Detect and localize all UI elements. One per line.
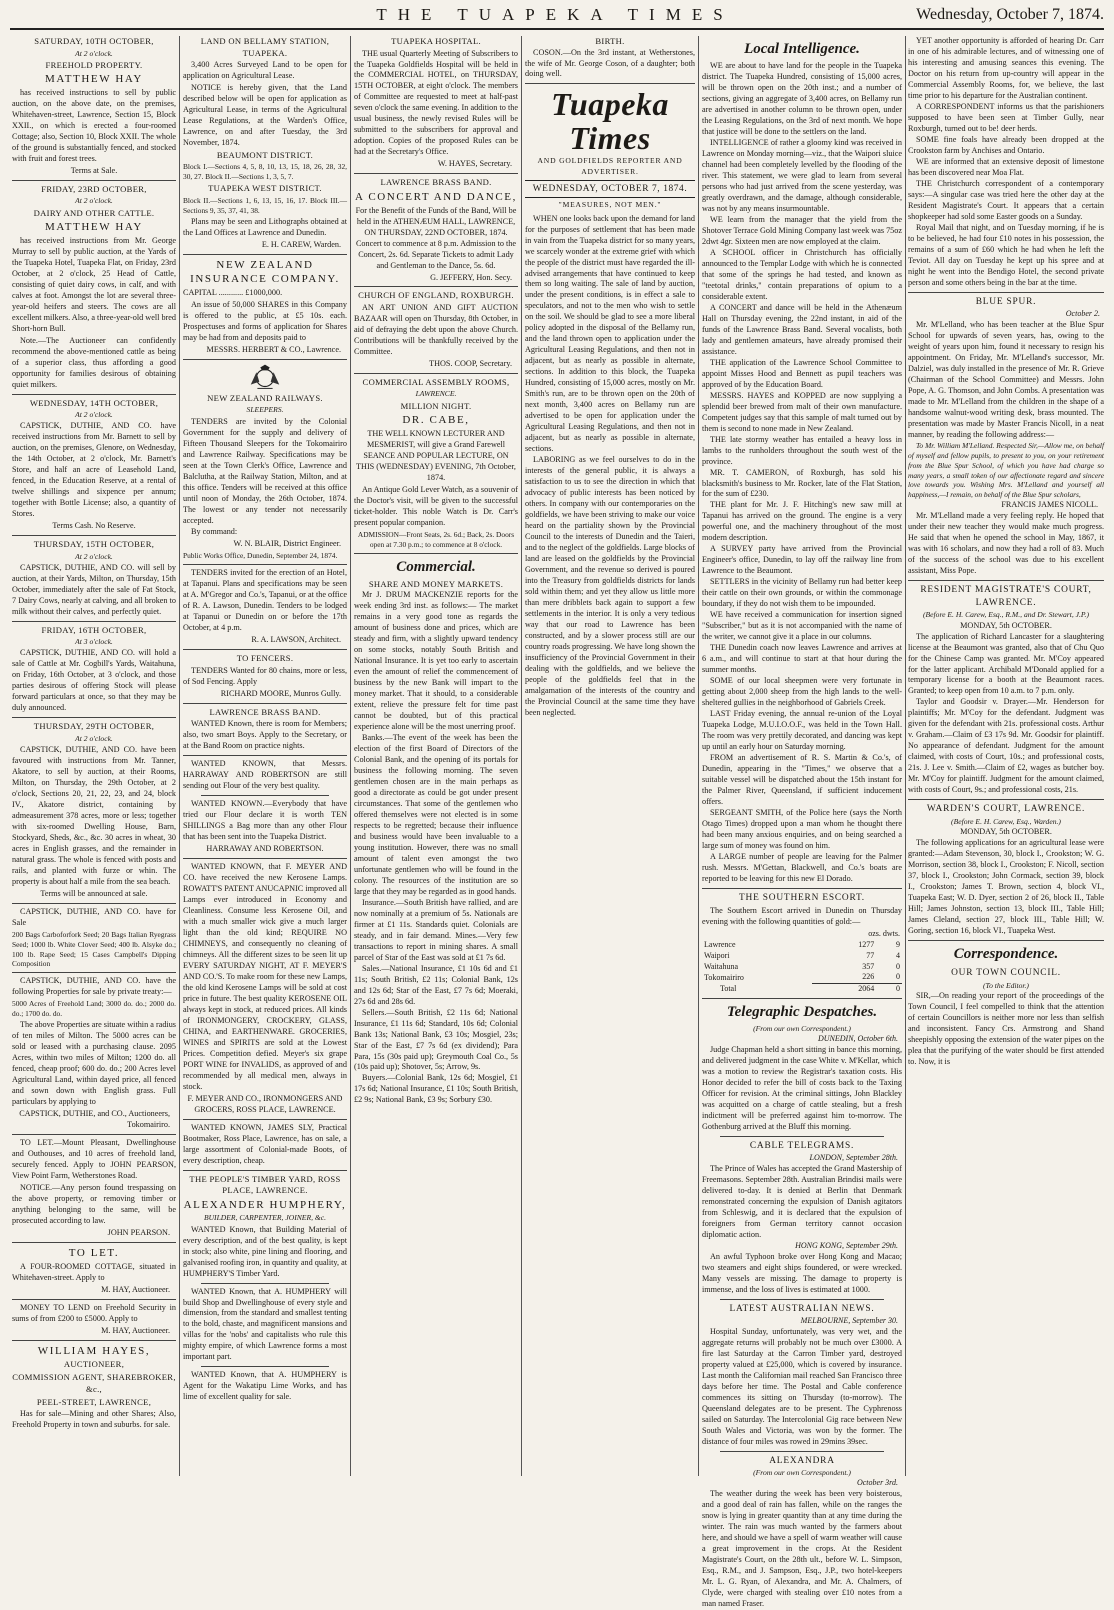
divider [201,795,329,796]
escort-place: Waipori [704,950,730,960]
ad-subtitle: &c., [86,1384,102,1395]
news-item: The weather during the week has been very boisterous, and a good deal of rain has fallen, while on the ranges the snow is lying in greater quantity than at any time during the winter. The rain was much wanted by the farmers about here, and should we have a spell of warm weather will cause a great improvement in the crops. At the Resident Magistrate's Court, on the 28th ult., before W. L. Simpson, Esq., R.M., and J. Sampson, Esq., J.P., two hotel-keepers Mr. L. G. Ryan, of Alexandra, and Mr. A. Chalmers, of Clyde, were charged with stealing over £10 notes from a man named Fraser. [702,1489,902,1608]
ad-signature: E. H. CAREW, Warden. [261,239,341,249]
ad-capstick-properties [12,976,176,1131]
ad-body: 3,400 Acres Surveyed Land to be open for application on Agricultural Lease. [183,60,347,81]
news-item: WE have received a communication for insertion signed "Subscriber," but as it is not accompanied with the name of the writer, we cannot give it a place in our columns. [702,610,902,642]
news-item: A CONCERT and dance will be held in the Athenæum Hall on Thursday evening, the 22nd instant, in aid of the funds of the Lawrence Brass Band. Several vocalists, both lady and gentlemen amateurs, have already promised their assistance. [702,302,902,356]
divider [12,717,176,718]
news-item: WE are about to have land for the people in the Tuapeka district. The Tuapeka Hundred, consisting of 15,000 acres, will be thrown open on the 20th inst.; and a number of sections, giving an aggregate of 3,400 acres, on Bellamy run are advertised in another column to be thrown open, under the Leasing Regulations, on the 3rd of next month. We hope that justice will be done to the settlers on the land. [702,61,902,136]
divider [908,940,1104,941]
column-rule [698,36,699,1476]
ad-title: TO FENCERS. [236,653,294,664]
district-blocks: Block I.—Sections 4, 5, 8, 10, 13, 15, 18, 26, 28, 32, 30, 27. Block II.—Sections 1, 3, 5, 7. [183,162,347,182]
divider [183,858,347,859]
ad-to-let-cottage [12,1246,176,1296]
divider [354,373,518,374]
ad-title: CAPSTICK, DUTHIE, AND CO. have for Sale [12,906,176,927]
ad-capstick-seeds [12,907,176,970]
column-rule [179,36,180,1476]
news-item: A LARGE number of people are leaving for the Palmer rush. Messrs. M'Gettan, Blackwell, and Co.'s boats are reported to be leaving for this new El Dorado. [702,851,902,883]
ad-body: MONEY TO LEND on Freehold Security in sums of from £200 to £5000. Apply to [12,1302,176,1323]
dateline: October 3rd. [856,1478,898,1488]
ad-dairy-cattle [12,184,176,391]
ad-body: TENDERS invited for the erection of an Hotel, at Tapanui. Plans and specifications may be seen at A. M'Gregor and Co.'s, Tapanui, or at the office of R. A. Lawson, Dunedin. Tenders to be lodged at Tapanui or Dunedin on or before the 17th October, at 4 p.m. [183,568,347,633]
divider [702,888,902,889]
ad-note: Note.—The Auctioneer can confidently recommend the above-mentioned cattle as being of a superior class, thus affording a good opportunity for families desirous of obtaining quiet milkers. [12,335,176,389]
article-title: SHARE AND MONEY MARKETS. [368,578,504,589]
ad-title: COMMERCIAL ASSEMBLY ROOMS, [362,376,510,387]
ad-body: CAPSTICK, DUTHIE, AND CO. have received instructions from Mr. Barnett to sell by auction, on the premises, Glenore, on Wednesday, the 14th October, at 2 o'clock, Mr. Barnett's Store, and half an acre of Leasehold Land, fenced, in the Education Reserve, at a rental of twelve shillings and sixpence per annum; together with Bottle License; also, a quantity of Stores. [12,421,176,519]
news-item: THE late stormy weather has entailed a heavy loss in lambs to the runholders throughout the south west of the province. [702,434,902,466]
court-date: MONDAY, 5th OCTOBER. [960,620,1052,630]
leader-article: LABORING as we feel ourselves to do in the interests of the general public, it is always a satisfaction to us to see the direction in which that advocacy of public interests has been noticed by others. In company with our contemporaries on the goldfields, we have been striving to make our voice heard on the partiality shown by the Provincial Council to the interests of Dunedin and the Taieri, and to the neglect of the goldfields. Large blocks of land are leased on the goldfields by the Provincial Government, and the revenue so derived is poured into the Treasury from goldfields districts for lands sold within them; and yet they allow us little more than mere dribblets back again to support a few settlements in the interior. It is only a very tedious way that our road to Lawrence has been constructed, and by a slower process still are our country roads progressing. We have long shown the insufficiency of the Provincial Government in their dealing with the goldfields, and we believe the people of the goldfields feel that in the amalgamation of the interests of the country and the Provincial Council at the same time they have been neglected. [525,455,695,717]
divider [12,535,176,536]
letter-title: OUR TOWN COUNCIL. [951,968,1061,979]
ad-hotel-tenders [183,568,347,646]
ad-fencers [183,653,347,699]
ad-signature: HARRAWAY AND ROBERTSON. [206,844,324,854]
ad-trade: BUILDER, CARPENTER, JOINER, &c. [203,1213,327,1223]
ad-signature: F. MEYER AND CO., IRONMONGERS AND GROCERS, ROSS PLACE, LAWRENCE. [187,1093,343,1114]
ad-time: At 2 o'clock. [75,551,113,561]
column-4 [525,36,695,1476]
news-item: INTELLIGENCE of rather a gloomy kind was received in Lawrence on Monday morning—viz., that the Waipori sluice channel had been completely levelled by the flooding of the river. This statement, we were glad to learn from several persons who had just arrived from the scene yesterday, was greatly overdrawn, and the damage, although considerable, was not by any means insurmountable. [702,137,902,213]
ad-title: FREEHOLD PROPERTY. [45,59,143,70]
capital-value: £1000,000. [245,288,283,298]
escort-total-label: Total [720,983,737,993]
ad-admission: ADMISSION—Front Seats, 2s. 6d.; Back, 2s. Doors open at 7.30 p.m.; to commence at 8 o'clock. [357,529,515,549]
ad-body: WANTED Known, there is room for Members; also, two smart Boys. Apply to the Secretary, or at the Band Room on practice nights. [183,719,347,751]
ad-signature: MESSRS. HERBERT & CO., Lawrence. [206,344,341,354]
column-2 [183,36,347,1476]
news-item: Hospital Sunday, unfortunately, was very wet, and the aggregate returns will probably not be much over £3000. A fire last Saturday at the Carron Timber yard, destroyed property valued at £25,000, which is covered by insurance. Last month the Californian mail reached San Francisco three days before her time. The Postal and Cable conference commences its sitting on Thursday (to-morrow). The Queensland delegates are to be present. The Cyphrenoss sailed on Saturday. The Intercolonial Gig race between New South Wales and Victoria, was won by the former. The distance of four miles was rowed in 29mins 39sec. [702,1326,902,1446]
ad-headline: A CONCERT AND DANCE, [355,190,517,203]
divider [908,580,1104,581]
ad-notice: NOTICE.—Any person found trespassing on the above property, or removing timber or anything belonging to the same, will be prosecuted according to law. [12,1182,176,1225]
paper-date: WEDNESDAY, OCTOBER 7, 1874. [525,180,695,199]
section-local-intelligence: Local Intelligence. [744,41,860,57]
news-item: A SURVEY party have arrived from the Provincial Engineer's office, Dunedin, to lay off the railway line from Lawrence to the Beaumont. [702,544,902,576]
news-item: Mr. M'Lelland, who has been teacher at the Blue Spur School for upwards of seven years, has, owing to the weight of years upon him, found it necessary to resign his appointment. On Friday, Mr. M'Lelland's successor, Mr. Dalziel, was duly installed in the presence of Mr. R. Grieve (Chairman of the School Committee) and Messrs. John Pope, A. G. Thomson, and John Combs. A presentation was made to Mr. M'Lelland from the children in the shape of a handsome walnut-wood writing desk, brass mounted. The presentation was made by Master Francis Nicoll, in a neat manner, by reading the following address:— [908,319,1104,439]
ad-capstick-glenore [12,398,176,533]
divider [183,359,347,360]
leader-article: WHEN one looks back upon the demand for land for the purposes of settlement that has been made in vain from the Tuapeka district for so many years, we scarcely wonder at the extreme grief with which the people of the district must have regarded the ill-advised arrangements that have continued to keep them so long waiting. The sale of land by auction, under the present conditions, is in effect a sale to speculators, and not to the men who wish to settle on the soil. We should be glad to see a more liberal policy adopted in the disposal of the Bellamy run, and the land thrown open to application under the Agricultural Leasing Regulations, and then not in adjacent, but as nearly as possible in alternate, sections. In addition to this block, the Tuapeka Hundred, consisting of 15,000 acres, mostly on Mr. Smith's run, are to be thrown open on the 20th of next month, 3,400 acres on Bellamy run are advertised to be open for application under the Agricultural Leasing Regulations, and then not in adjacent, but as nearly as possible in alternate, sections. [525,213,695,454]
ad-body: An Antique Gold Lever Watch, as a souvenir of the Doctor's visit, will be given to the successful ticket-holder. This noble Watch is Dr. Carr's present popular companion. [354,484,518,527]
escort-title: THE SOUTHERN ESCORT. [739,892,865,903]
ad-body: The above Properties are situate within a radius of ten miles of Milton. The 5000 acres can be sold or leased with a purchasing clause. 2095 Acres, within two miles of Milton; 1200 do. all fenced, cheap proof; 600 do. do.; 200 Acres level Agricultural Land, within dayed price, all fenced and sown down with English grass. Full particulars by applying to [12,1020,176,1107]
news-item: SOME of our local sheepmen were very fortunate in getting about 2,000 sheep from the high lands to the well-sheltered gullies in the neighborhood of Gabriels Creek. [702,676,902,708]
news-item: SETTLERS in the vicinity of Bellamy run had better keep their cattle on their own grounds, or within the commonage boundary, if they do not wish them to be impounded. [702,577,902,609]
divider [183,703,347,704]
ad-dr-cabe [354,377,518,550]
district-heading: BEAUMONT DISTRICT. [216,149,314,160]
ad-body: THE usual Quarterly Meeting of Subscribers to the Tuapeka Goldfields Hospital will be held in the COMMERCIAL HOTEL, on THURSDAY, 15TH OCTOBER, at eight o'clock. The members of Committee are requested to meet at half-past seven o'clock the same evening. In addition to the usual business, the newly revised Rules will be submitted to the subscribers for approval and adoption. Copies of the proposed Rules can be had at the Secretary's Office. [354,48,518,157]
news-item: The Prince of Wales has accepted the Grand Mastership of Freemasons. September 28th. Australian Brindisi mails were delivered to-day. It is denied at Berlin that Denmark remonstrated concerning the expulsion of Danish agitators from Schleswig, and it is declared that the expulsion of foreigners from German territory cannot occasion diplomatic action. [702,1163,902,1239]
dateline: MELBOURNE, September 30. [800,1316,898,1326]
australian-news-title: LATEST AUSTRALIAN NEWS. [729,1303,875,1314]
column-3 [354,36,518,1476]
ad-date: THURSDAY, 29TH OCTOBER, [33,721,155,732]
divider [720,1451,884,1452]
dateline: DUNEDIN, October 6th. [818,1034,898,1044]
capital-line: CAPITAL ............ £1000,000. [183,288,283,298]
ad-items: 200 Bags Carboforfork Seed; 20 Bags Italian Ryegrass Seed; 1000 lb. White Clover Seed; 400 lb. Alsyke do.; 100 lb. Rape Seed; 15 Cases Campbell's Dipping Composition [12,929,176,969]
ad-tuapeka-hospital [354,36,518,170]
table-row [702,940,902,951]
ad-signature: W. HAYES, Secretary. [437,159,512,169]
column-rule [350,36,351,1476]
ad-date: FRIDAY, 23RD OCTOBER, [41,183,147,194]
ad-date: FRIDAY, 16TH OCTOBER, [41,624,147,635]
ad-freehold-property [12,36,176,177]
ad-signature: W. N. BLAIR, District Engineer. [233,539,341,549]
ad-body: WANTED Known, that Building Material of every description, and of the best quality, is kept in stock; also white, pine lining and flooring, and galvanised roofing iron, in quantity and quality, at HUMPHERY'S Timber Yard. [183,1224,347,1278]
ad-nz-railways [183,363,347,561]
divider [354,553,518,554]
divider [201,1283,329,1284]
ad-body: WANTED Known, that A. HUMPHERY will build Shop and Dwellinghouse of every style and dimension, from the standard and smallest tenting to the bold, chaste, and magnificent mansions and villas for the 'nobs' and capitalists who rule this mighty empire, of which Lawrence forms a most important part. [183,1286,347,1362]
ad-title: DAIRY AND OTHER CATTLE. [33,207,155,218]
ad-name: DR. CABE, [402,414,470,427]
divider [12,180,176,181]
ad-subtitle: SLEEPERS. [246,405,284,415]
ad-title: TUAPEKA HOSPITAL. [391,36,481,46]
ad-title: LAWRENCE BRASS BAND. [380,177,492,188]
court-bench: (Before E. H. Carew, Esq., Warden.) [951,816,1061,826]
divider [12,1299,176,1300]
ad-signature: RICHARD MOORE, Munros Gully. [220,688,341,698]
ad-name: WILLIAM HAYES, [37,1344,151,1357]
ad-time: At 2 o'clock. [75,733,113,743]
divider [12,1242,176,1243]
ad-title: CAPSTICK, DUTHIE, AND CO. have the following Properties for sale by private treaty:— [12,976,176,997]
ad-date: THURSDAY, 15TH OCTOBER, [33,539,155,550]
divider [720,1136,884,1137]
news-item: MESSRS. HAYES and KOPPED are now supplying a splendid beer brewed from malt of their own manufacture. Competent judges say that this sample of malt turned out by them is second to none made in New Zealand. [702,390,902,433]
ad-subtitle: COMMISSION AGENT, SHAREBROKER, [12,1371,176,1382]
news-item: LAST Friday evening, the annual re-union of the Loyal Tuapeka Lodge, M.U.I.O.O.F., was held in the Town Hall. The room was very prettily decorated, and dancing was kept up until an early hour on Saturday morning. [702,709,902,752]
divider [354,173,518,174]
ad-nz-insurance [183,258,347,356]
court-date: MONDAY, 5th OCTOBER. [960,827,1052,837]
escort-place: Tokomairiro [704,972,744,982]
court-bench: (Before E. H. Carew, Esq., R.M., and Dr. Stewart, J.P.) [923,610,1089,620]
divider [354,286,518,287]
escort-unit: ozs. dwts. [868,929,900,939]
escort-total-dwt: 0 [876,984,902,995]
divider [183,1170,347,1171]
ad-capstick-akatore [12,721,176,899]
divider [12,972,176,973]
header-date: Wednesday, October 7, 1874. [916,6,1104,23]
news-item: SERGEANT SMITH, of the Police here (says the North Otago Times) dropped upon a man whom he thought there had been many anxious enquiries, and on being searched a large sum of money was found on him. [702,808,902,850]
escort-place: Lawrence [704,940,736,950]
ad-title: CHURCH OF ENGLAND, ROXBURGH. [358,290,514,301]
news-item: WE are informed that an extensive deposit of limestone has been discovered near Moa Flat. [908,156,1104,177]
article-body: Insurance.—South British have rallied, and are now nominally at a premium of 5s. Nationals are firmer at £1 11s. Standards quiet. Colonials are steady, and in fair demand. Mines.—Very few transactions to report in mining shares. A small parcel of Star of the East was sold at £1 7s 6d. [354,897,518,962]
ad-signature: M. HAY, Auctioneer. [101,1325,170,1335]
ad-time: At 3 o'clock. [75,637,113,647]
escort-oz: 1277 [858,940,875,950]
section-telegraphic: Telegraphic Despatches. [726,1003,878,1020]
news-item: Judge Chapman held a short sitting in bance this morning, and delivered judgment in the case White v. M'Kellar, which was a motion to review the Registrar's taxation costs. His Honor decided to refer the bill of costs back to the Taxing Officer for revision. At the criminal sittings, John Blackley was acquitted on a charge of cattle stealing, but a fresh indictment will be preferred against him to-morrow. The Gothenburg arrived at the Bluff this morning. [702,1044,902,1131]
ad-terms: Terms will be announced at sale. [40,888,148,898]
news-item: A SCHOOL officer in Christchurch has officially announced to the Templar Lodge with which he is connected that some of the springs he had tested, and known as "teetotal drinks," contain preparations of opium to a considerable extent. [702,247,902,301]
news-item: Mr. M'Lelland made a very feeling reply. He hoped that under their new teacher they would make much progress. He said that when he opened the school in May, 1867, it was with 16 scholars, and now they had a roll of 83. Much of the success of the school was due to his excellent assistant, Miss Pope. [908,511,1104,576]
divider [12,1340,176,1341]
news-item: MR. T. CAMERON, of Roxburgh, has sold his blacksmith's business to Mr. Rocker, late of the Flat Station, for the sum of £230. [702,467,902,499]
address-signature: FRANCIS JAMES NICOLL. [1001,500,1098,510]
ad-body: WANTED KNOWN.—Everybody that have tried our Flour declare it is worth TEN SHILLINGS a Bag more than any other Flour that has been sent into the Tuapeka District. [183,799,347,842]
news-item: The following applications for an agricultural lease were granted:—Adam Stevenson, 30, block I., Crookston; W. G. Morrison, section 38, block I., Crookston; F. Nicoll, section 37, block I., Crookston; John Cormack, section 39, block I., Crookston; James T. Brown, section 4, block VI., Tuapeka East; W. D. Dyer, section 2 of 26, block II., Table Hill; James Johnston, section 13, block III., Table Hill; James Cleland, section 27, block III., Table Hill; W. Goring, section 16, block VI., Tuapeka West. [908,838,1104,935]
divider [12,1134,176,1135]
dateline: October 2. [1065,309,1100,319]
header-title: THE TUAPEKA TIMES [376,5,734,24]
ad-body: has received instructions from Mr. George Murray to sell by public auction, at the Yards of the Tuapeka Hotel, Tuapeka Flat, on Friday, 23rd October, at 2 o'clock, 25 Head of Cattle, consisting of quiet dairy cows, in calf, and with calves at foot. Amongst the lot are several three-year-old heifers and steers. The cows are all excellent milkers. Also, a three-year-old well bred Short-horn Bull. [12,235,176,333]
ad-meyer-lamps [183,862,347,1116]
ad-body: WANTED KNOWN, that Messrs. HARRAWAY AND ROBERTSON are still sending out Flour of the very best quality. [183,759,347,791]
ad-body: CAPSTICK, DUTHIE, AND CO. have been favoured with instructions from Mr. Tanner, Akatore, to sell by auction, at their Rooms, Milton, on Thursday, the 29th October, at 2 o'clock, Sections 20, 21, 22, 23, and 24, block IV., Akatore district, containing by admeasurement 378 acres, more or less; together with six-roomed Dwelling House, Barn, Stockyard, Sheds, &c., &c. 30 acres in wheat, 30 acres in English grasses, and the remainder in natural grass. The whole is fenced with posts and rails, and planted with furze or whin. The property is about half a mile from the sea beach. [12,744,176,886]
ad-date: WEDNESDAY, 14TH OCTOBER, [29,397,159,408]
column-rule [521,36,522,1476]
ad-james-sly [183,1123,347,1167]
news-item: An awful Typhoon broke over Hong Kong and Macao; two steamers and eight ships foundered, or were wrecked. Many vessels are missing. The damage to property is immense, and the loss of lives is estimated at 1000. [702,1251,902,1294]
ad-to-let-mount-pleasant [12,1138,176,1239]
ad-body: A FOUR-ROOMED COTTAGE, situated in Whitehaven-street. Apply to [12,1261,176,1282]
ad-body: has received instructions to sell by public auction, on the above date, on the premises, Whitehaven-street, Lawrence, Section 15, Block XXII., on which is erected a four-roomed Cottage; also, Section 10, Block XXII. The whole of the ground is substantially fenced, and stocked with fruit and forest trees. [12,87,176,163]
divider [183,649,347,650]
article-body: Buyers.—Colonial Bank, 12s 6d; Mosgiel, £1 17s 6d; National Insurance, £1 10s; South British, £2 9s; National Bank, £3 9s; Sorbury £30. [354,1073,518,1105]
divider [12,621,176,622]
paper-title: Tuapeka Times [551,86,669,157]
ad-body: TENDERS Wanted for 80 chains, more or less, of Sod Fencing. Apply [183,665,347,686]
ad-body: NOTICE is hereby given, that the Land described below will be open for application as Agricultural Lease, in terms of the Agricultural Lease Regulations, at the Warden's Office, Lawrence, on and after Tuesday, the 3rd November, 1874. [183,83,347,147]
news-item: THE plant for Mr. J. F. Hitching's new saw mill at Tapanui has arrived on the ground. The engine is a very powerful one, and the machinery throughout of the most modern description. [702,500,902,543]
ad-william-hayes [12,1344,176,1432]
ad-body: For the Benefit of the Funds of the Band, Will be held in the ATHENÆUM HALL, LAWRENCE, ON THURSDAY, 22ND OCTOBER, 1874. Concert to commence at 8 p.m. Admission to the Concert, 2s. 6d. Separate Tickets to admit Lady and Gentleman to the Dance, 5s. 6d. [355,205,517,270]
article-body: Banks.—The event of the week has been the election of the first Board of Directors of the Colonial Bank, and the opening of its portals for business the following morning. The seven gentlemen chosen are in the main perhaps as good a directorate as could be got under present circumstances. That some of the gentlemen who offered themselves were not elected is in some respects to be regretted; because their influence and business would have been invaluable to a young institution. However, there was no small amount of talent even amongst the two unfortunate gentlemen who will be found in the colony. The resources of the institution are so large that they may be regarded as in good hands. [354,732,518,896]
ad-terms: Terms at Sale. [70,165,118,175]
ad-harraway-flour [183,759,347,855]
auctioneer-name: MATTHEW HAY [45,221,143,234]
column-6 [908,36,1104,1476]
ad-body: THE WELL KNOWN LECTURER AND MESMERIST, will give a Grand Farewell SEANCE AND POPULAR LECTURE, ON THIS (WEDNESDAY) EVENING, 7th October, 1874. [356,428,516,482]
ad-time: At 2 o'clock. [75,196,113,206]
ad-body: CAPSTICK, DUTHIE, AND CO. will hold a sale of Cattle at Mr. Cogbill's Yards, Waitahuna, on Friday, 16th October, at 3 o'clock, and those parties desirous of offering Stock will please forward particulars at once, so that they may be duly announced. [12,648,176,713]
escort-oz: 226 [862,972,875,982]
ad-time: At 2 o'clock. [75,410,113,420]
article-body: Sellers.—South British, £2 11s 6d; National Insurance, £1 11s 6d; Standard, 10s 6d; Colonial Bank 13s; National Bank, £3 10s; Mosgiel, 23s; Star of the East, £7 7s 6d (ex dividend); Para Para, 15s (30s paid up); Greymouth Coal Co., 5s (10s paid up); Shotover, 5s; Arrow, 9s. [354,1007,518,1072]
article-body: Sales.—National Insurance, £1 10s 6d and £1 11s; South British, £2 11s; Colonial Bank, 12s and 12s 6d; Star of the East, £7 7s 6d; Moeraki, 27s 6d and 28s 6d. [354,963,518,1006]
news-item: WE learn from the manager that the yield from the Shotover Terrace Gold Mining Company last week was 75oz 2dwt 4gr. Sixteen men are now employed at the claim. [702,214,902,246]
news-item: YET another opportunity is afforded of hearing Dr. Carr in one of his admirable lectures, and of witnessing one of his interesting and amusing seances this evening. The Doctor on his return from up-country will appear in the Commercial Assembly Rooms, for, we believe, the last time prior to his departure for the Australian continent. [908,36,1104,100]
ad-headline: MILLION NIGHT. [400,400,472,411]
ad-title: NEW ZEALAND RAILWAYS. [207,392,323,403]
ad-office: Public Works Office, Dunedin, September 24, 1874. [183,551,338,561]
ad-body: TENDERS are invited by the Colonial Government for the supply and delivery of Fifteen Thousand Sleepers for the Tokomairiro and Lawrence Railway. Specifications may be seen at the Town Clerk's Office, Lawrence and Balclutha, at the Railway Station, Milton, and at this office. Tenders will be received at this office until noon of Monday, the 26th October, 1874. The lowest or any tender not necessarily accepted. [183,416,347,525]
blue-spur-title: BLUE SPUR. [975,296,1037,307]
ad-subtitle: LAWRENCE. [415,389,457,399]
divider [908,799,1104,800]
divider [720,1299,884,1300]
ad-subtitle: AUCTIONEER, [63,1359,125,1370]
ad-humphery [183,1174,347,1404]
paper-subtitle: AND GOLDFIELDS REPORTER AND ADVERTISER. [537,156,683,176]
address-text: To Mr. William M'Lelland. Respected Sir,—Allow me, on behalf of myself and fellow pupils, to present to you, on your retirement from the Blue Spur School, of which you have had charge so many years, a small token of our affectionate regard and sincere love towards you. Wishing Mrs. M'Lelland and yourself all happiness,—I remain, on behalf of the Blue Spur scholars, [908,440,1104,500]
ad-body: WANTED Known, that A. HUMPHERY is Agent for the Wakatipu Lime Works, and has lime of excellent quality for sale. [183,1370,347,1402]
news-item: SOME fine foals have already been dropped at the Crookston farm by Anchises and Ontario. [908,134,1104,155]
divider [12,903,176,904]
birth-title: BIRTH. [595,36,625,46]
news-item: THE Dunedin coach now leaves Lawrence and arrives at 6 a.m., and will continue to start at that hour during the summer months. [702,643,902,675]
ad-body: TO LET.—Mount Pleasant, Dwellinghouse and Outhouses, and 10 acres of freehold land, securely fenced. Apply to JOHN PEARSON, View Point Farm, Wetherstones Road. [12,1138,176,1180]
divider [12,394,176,395]
divider [525,83,695,84]
table-row [702,972,902,983]
ad-time: At 2 o'clock. [75,48,113,58]
ad-body: Has for sale—Mining and other Shares; Also, Freehold Property in town and suburbs. for sale. [12,1409,176,1430]
ad-body: WANTED KNOWN, that F. MEYER AND CO. have received the new Kerosene Lamps. ROWATT'S PATENT ANUCAPNIC improved all Lamps ever introduced in Economy and Cleanliness. Consume less Kerosene Oil, and with a much smaller wick give a much larger light than the old kind; REQUIRE NO CHIMNEYS, and consequently no cleaning of chimneys. All the different sizes to be seen lit up EVERY SATURDAY NIGHT, AT F. MEYER'S AND CO.'S. To make room for these new Lamps, the old kind Kerosene Lamps will be sold at cost price in future. The best quality KEROSENE OIL always kept in stock, at reduced prices. All kinds of IRONMONGERY, CROCKERY, GLASS, CHINA, and EARTHENWARE. GROCERIES, WINES and SPIRITS are sold at the Lowest Prices. Competition defied. Meyer's six grape PORT WINE for INVALIDS, as approved of and recommended by all medical men, always in stock. [183,862,347,1091]
escort-table [702,929,902,994]
divider [201,1366,329,1367]
divider [908,292,1104,293]
correspondent-note: (From our own Correspondent.) [753,1023,851,1033]
district-heading: TUAPEKA WEST DISTRICT. [208,183,322,194]
wardens-court-title: WARDEN'S COURT, LAWRENCE. [926,804,1086,815]
ad-date: SATURDAY, 10TH OCTOBER, [34,36,154,46]
table-row [702,962,902,973]
birth-notice: COSON.—On the 3rd instant, at Wetherstones, the wife of Mr. George Coson, of a daughter; both doing well. [525,47,695,79]
ad-signature: THOS. COOP, Secretary. [429,358,512,368]
ad-capstick-waitahuna [12,625,176,715]
ad-terms: Terms Cash. No Reserve. [52,521,136,531]
article-body: Mr J. DRUM MACKENZIE reports for the week ending 3rd inst. as follows:— The market remains in a very good tone as regards the amount of business done and prices, which are steady and firm, with a slightly upward tendency on some stocks, notably South British and National Insurance. It is yet too early to ascertain even the amount of relief the commencement of business by the new Bank will impart to the money market. That it should, to a considerable extent, relieve the pressure felt for time past cannot be doubted, but of this practical experience alone will be the most unerring proof. [354,590,518,731]
ad-body: CAPSTICK, DUTHIE, AND CO. will sell by auction, at their Yards, Milton, on Thursday, 15th October, immediately after the sale of Fat Stock, 7 Dairy Cows, nearly at calving, and all broken to milk without their calves, and perfectly quiet. [12,562,176,616]
divider [183,564,347,565]
escort-total-row [702,984,902,995]
ad-title: LAND ON BELLAMY STATION, TUAPEKA. [200,36,330,58]
ad-signature: G. JEFFERY, Hon. Secy. [430,272,512,282]
section-correspondence: Correspondence. [953,945,1059,962]
escort-intro: The Southern Escort arrived in Dunedin on Thursday evening with the following quantities of gold:— [702,905,902,926]
ad-name: ALEXANDER HUMPHERY, [183,1198,347,1211]
ad-money-to-lend [12,1303,176,1337]
ad-brass-band-members [183,707,347,752]
ad-signature: JOHN PEARSON. [107,1227,170,1237]
ad-body: AN ART UNION AND GIFT AUCTION BAZAAR will open on Thursday, 8th October, in aid of defraying the debt upon the above Church. Contributions will be thankfully received by the Committee. [354,303,518,356]
dateline: LONDON, September 28th. [809,1153,898,1163]
news-item: THE application of the Lawrence School Committee to appoint Misses Hood and Bennett as pupil teachers was approved of by the Education Board. [702,357,902,389]
divider [183,254,347,255]
ad-signature: M. HAY, Auctioneer. [101,1284,170,1294]
ad-body: WANTED KNOWN, JAMES SLY, Practical Bootmaker, Ross Place, Lawrence, has on sale, a large assortment of Colonial-made Boots, of every description, cheap. [183,1122,347,1165]
rm-court-title: RESIDENT MAGISTRATE'S COURT, LAWRENCE. [920,585,1092,608]
auctioneer-name: MATTHEW HAY [45,73,143,86]
ad-bellamy-land [183,36,347,251]
news-item: Royal Mail that night, and on Tuesday morning, if he is to be believed, he had four £10 notes in his possession, the remains of a sum of £60 which he had when he left the Teviot. All day on Tuesday he kept up his spree and at night he went into the Bendigo Hotel, the second private person and some others being in the bar at the time. [908,222,1104,287]
ad-title: NEW ZEALAND INSURANCE COMPANY. [190,258,340,286]
escort-oz: 357 [862,961,875,971]
news-item: THE Christchurch correspondent of a contemporary says:—A singular case was tried here the other day at the Resident Magistrate's Court. It appears that a certain shopkeeper had sold some Easter goods on a Sunday. [908,178,1104,221]
news-item: FROM an advertisement of R. S. Martin & Co.'s, of Dunedin, appearing in the "Times," we observe that a suitable vessel will be dispatched about the 15th instant for the Palmer River, Queensland, if sufficient inducement offers. [702,753,902,807]
section-commercial: Commercial. [396,558,476,575]
ad-band-concert [354,177,518,283]
column-rule [905,36,906,1476]
capital-label: CAPITAL [183,288,217,298]
ad-body: An issue of 50,000 SHARES in this Company is offered to the public, at £5 10s. each. Prospectuses and forms of application for Shares may be had from and deposits paid to [183,300,347,342]
escort-unit-row [702,929,902,940]
royal-crest-icon [246,363,284,391]
escort-dwt: 0 [896,961,900,971]
ad-capstick-milton [12,539,176,618]
escort-dwt: 0 [896,972,900,982]
escort-place: Waitahuna [704,961,739,971]
letter-body: SIR,—On reading your report of the proceedings of the Town Council, I feel compelled to think that the attention of certain Councillors is neither more nor less than selfish and inconsistent. Fancy Crs. Armstrong and Shand sheepishly opposing the extension of the water pipes on the plea that the purifying of the water should be first attended to. Now, it is [908,990,1104,1066]
news-item: A CORRESPONDENT informs us that the parishioners supposed to have been seen at Timber Gully, near Roxburgh, turned out to be! deer herds. [908,101,1104,133]
cable-title: CABLE TELEGRAMS. [749,1140,855,1151]
dateline: HONG KONG, September 29th. [795,1240,898,1250]
letter-addressee: (To the Editor.) [983,980,1029,990]
news-item: The application of Richard Lancaster for a slaughtering license at the Beaumont was granted, also that of Chu Quo for the Chinese Camp was granted. Mr. M'Coy appeared for the latter applicant. Archibald M'Donald applied for a temporary license for a booth at the Beaumont races. Granted; to keep open from 10 a.m. to 7 p.m. only. [908,631,1104,696]
divider [183,755,347,756]
ad-title: THE PEOPLE'S TIMBER YARD, ROSS PLACE, LAWRENCE. [189,1173,341,1196]
escort-dwt: 4 [896,950,900,960]
table-row [702,951,902,962]
ad-signature: R. A. LAWSON, Architect. [251,635,341,645]
ad-items: 5000 Acres of Freehold Land; 3000 do. do.; 2000 do. do.; 1700 do. do. [12,999,176,1019]
escort-oz: 77 [866,950,875,960]
column-1 [12,36,176,1476]
news-item: Taylor and Goodsir v. Drayer.—Mr. Henderson for plaintiffs; Mr. M'Coy for the defendant. Judgment was given for the defendant with 21s. professional costs. Arthur v. Graham.—Claim of £3 17s 9d. Mr. Goodsir for plaintiff. No appearance of defendant. Judgment for the amount claimed, with costs of Court, 10s.; and professional costs, 21s. J. Lee v. Smith.—Claim of £2, wages as butcher boy. Mr. M'Coy for plaintiff. Judgment for the amount claimed, with costs of Court, 9s.; and professional costs, 21s. [908,697,1104,795]
escort-total: 2064 [812,984,876,995]
correspondent-note: (From our own Correspondent.) [753,1468,851,1478]
paper-motto: "MEASURES, NOT MEN." [558,200,662,210]
column-5 [702,36,902,1608]
escort-dwt: 9 [896,940,900,950]
divider [183,1119,347,1120]
ad-address: PEEL-STREET, LAWRENCE, [36,1396,152,1407]
district-blocks: Block II.—Sections 1, 6, 13, 15, 16, 17. Block III.—Sections 9, 35, 37, 41, 38. [183,195,347,215]
ad-body: Plans may be seen and Lithographs obtained at the Land Offices at Lawrence and Dunedin. [183,216,347,237]
ad-church-bazaar [354,290,518,369]
masthead [10,4,1104,30]
divider [702,998,902,999]
ad-signature: CAPSTICK, DUTHIE, and CO., Auctioneers, Tokomairiro. [19,1109,170,1130]
alexandra-title: ALEXANDRA [769,1455,835,1466]
ad-title: TO LET. [68,1246,120,1259]
ad-title: LAWRENCE BRASS BAND. [209,706,321,717]
ad-command: By command: [191,527,238,537]
